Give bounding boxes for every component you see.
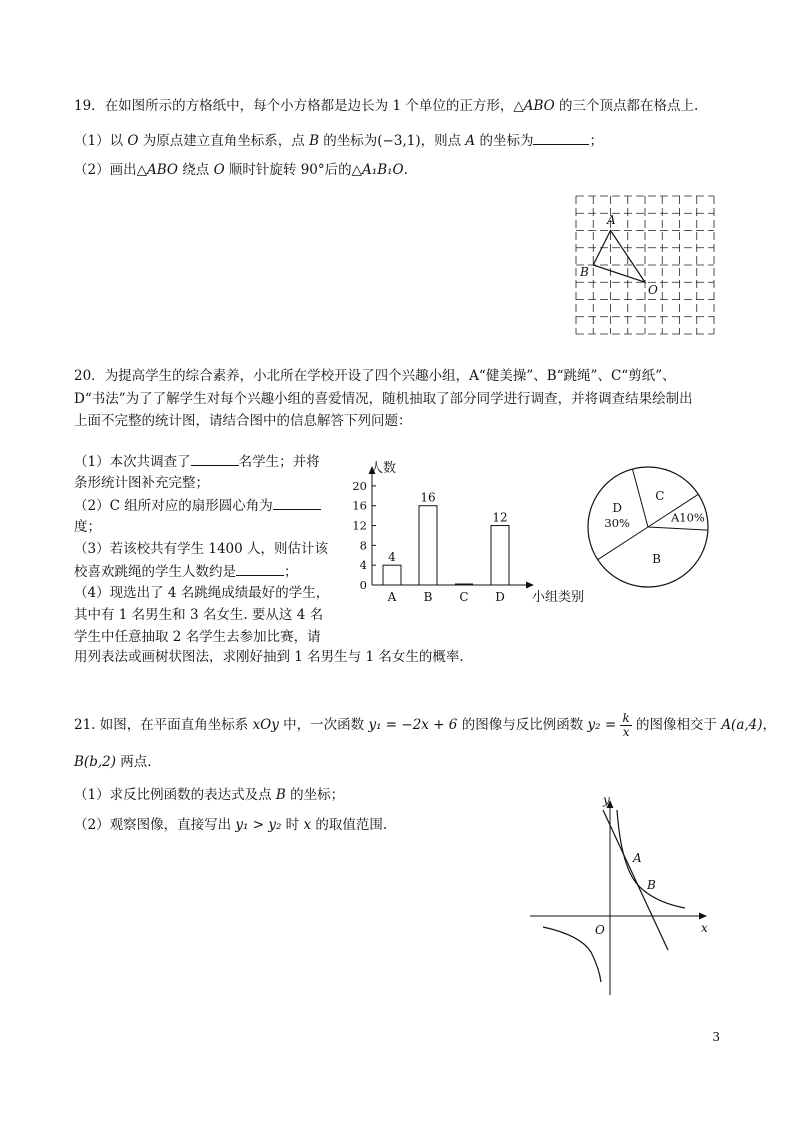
q20-sub2-cont: 度； — [74, 519, 101, 535]
answer-blank[interactable] — [191, 452, 239, 466]
label-o: O — [648, 283, 658, 297]
q19-part1: （1）以 O 为原点建立直角坐标系，点 B 的坐标为(−3,1)，则点 A 的坐标为 ； — [74, 133, 603, 149]
q19-grid-figure — [570, 190, 720, 340]
label-x: x — [701, 921, 708, 935]
data-label-D: 12 — [492, 510, 508, 525]
slice-percent-D: 30% — [604, 516, 630, 531]
label-o: O — [595, 923, 605, 937]
q21-stem-cont: B(b,2) 两点. — [74, 754, 152, 770]
data-label-A: 4 — [388, 550, 396, 565]
y-tick-label: 16 — [352, 498, 367, 513]
answer-blank[interactable] — [236, 562, 284, 576]
q21-part1: （1）求反比例函数的表达式及点 B 的坐标； — [74, 787, 345, 803]
q19-stem: 19．在如图所示的方格纸中，每个小方格都是边长为 1 个单位的正方形，△ABO 的三个顶点都在格点上. — [74, 98, 699, 114]
label-b: B — [580, 265, 589, 279]
q20-sub4-cont3: 用列表法或画树状图法，求刚好抽到 1 名男生与 1 名女生的概率. — [74, 649, 464, 665]
q20-sub2: （2）C 组所对应的扇形圆心角为 — [74, 496, 321, 515]
y-tick-label: 20 — [352, 478, 367, 493]
page-number: 3 — [712, 1030, 720, 1044]
hyperbola-branch-2 — [543, 927, 601, 982]
q20-intro-line2: D“书法”为了了解学生对每个兴趣小组的喜爱情况，随机抽取了部分同学进行调查，并将调查结果绘制出 — [74, 391, 693, 407]
bar-chart — [340, 458, 590, 608]
bar-B — [419, 506, 437, 585]
hyperbola-branch-1 — [617, 810, 685, 908]
y-axis-label: 人数 — [370, 461, 397, 476]
y-tick-label: 12 — [352, 518, 367, 533]
grid-lines — [576, 196, 714, 334]
y-tick-label: 0 — [359, 578, 367, 592]
slice-edge-B — [598, 527, 648, 560]
x-tick-label: D — [495, 590, 505, 604]
line-y1 — [603, 810, 668, 950]
x-axis-label: 小组类别 — [532, 590, 585, 605]
q20-sub1: （1）本次共调查了 名学生；并将 — [74, 454, 320, 470]
bar-A — [383, 565, 401, 585]
label-a: A — [633, 851, 642, 865]
q21-function-graph — [525, 790, 725, 1000]
answer-blank[interactable] — [533, 131, 589, 145]
label-b: B — [647, 878, 656, 892]
slice-label-C: C — [655, 489, 665, 504]
label-y: y — [603, 793, 610, 807]
q20-sub4-cont1: 其中有 1 名男生和 3 名女生. 要从这 4 名 — [74, 607, 324, 623]
q20-sub4-cont2: 学生中任意抽取 2 名学生去参加比赛，请 — [74, 629, 321, 645]
slice-edge-D — [632, 469, 648, 527]
q21-stem: 21. 如图，在平面直角坐标系 xOy 中，一次函数 y₁ = −2x + 6 的图像与反比例函数 y₂ = $\frac{k}{x}$ 的图像相交于 A(a,4)， — [74, 711, 777, 739]
triangle-abo — [593, 231, 645, 283]
slice-label-D: D — [612, 501, 623, 516]
data-label-B: 16 — [420, 490, 436, 505]
slice-label-B: B — [652, 551, 661, 566]
y-tick-label: 8 — [359, 538, 367, 553]
label-a: A — [607, 213, 616, 227]
q21-part2: （2）观察图像，直接写出 y₁ > y₂ 时 x 的取值范围. — [74, 817, 388, 833]
fraction-k-over-x: $\frac{k}{x}$ — [622, 711, 630, 739]
q20-intro-line1: 20．为提高学生的综合素养，小北所在学校开设了四个兴趣小组，A“健美操”、B“跳绳”、C“剪纸”、 — [74, 368, 676, 384]
x-axis-arrow — [699, 913, 707, 920]
q19-part2: （2）画出△ABO 绕点 O 顺时针旋转 90°后的△A₁B₁O. — [74, 162, 408, 178]
q20-intro-line3: 上面不完整的统计图，请结合图中的信息解答下列问题： — [74, 413, 412, 429]
x-tick-label: B — [423, 590, 433, 604]
q20-sub3: （3）若该校共有学生 1400 人，则估计该 — [74, 541, 329, 557]
pie-chart — [582, 465, 722, 605]
q20-sub1-cont: 条形统计图补充完整； — [74, 475, 209, 491]
q20-sub3-cont: 校喜欢跳绳的学生人数约是 ； — [74, 564, 298, 580]
slice-label-A: A10% — [670, 510, 705, 525]
x-tick-label: C — [459, 590, 469, 604]
slice-edge-A — [648, 527, 708, 530]
q20-sub4: （4）现选出了 4 名跳绳成绩最好的学生， — [74, 585, 330, 601]
answer-blank[interactable] — [273, 496, 321, 510]
x-tick-label: A — [387, 590, 397, 604]
x-axis-arrow — [526, 582, 534, 589]
y-tick-label: 4 — [359, 558, 367, 573]
bar-D — [491, 526, 509, 585]
